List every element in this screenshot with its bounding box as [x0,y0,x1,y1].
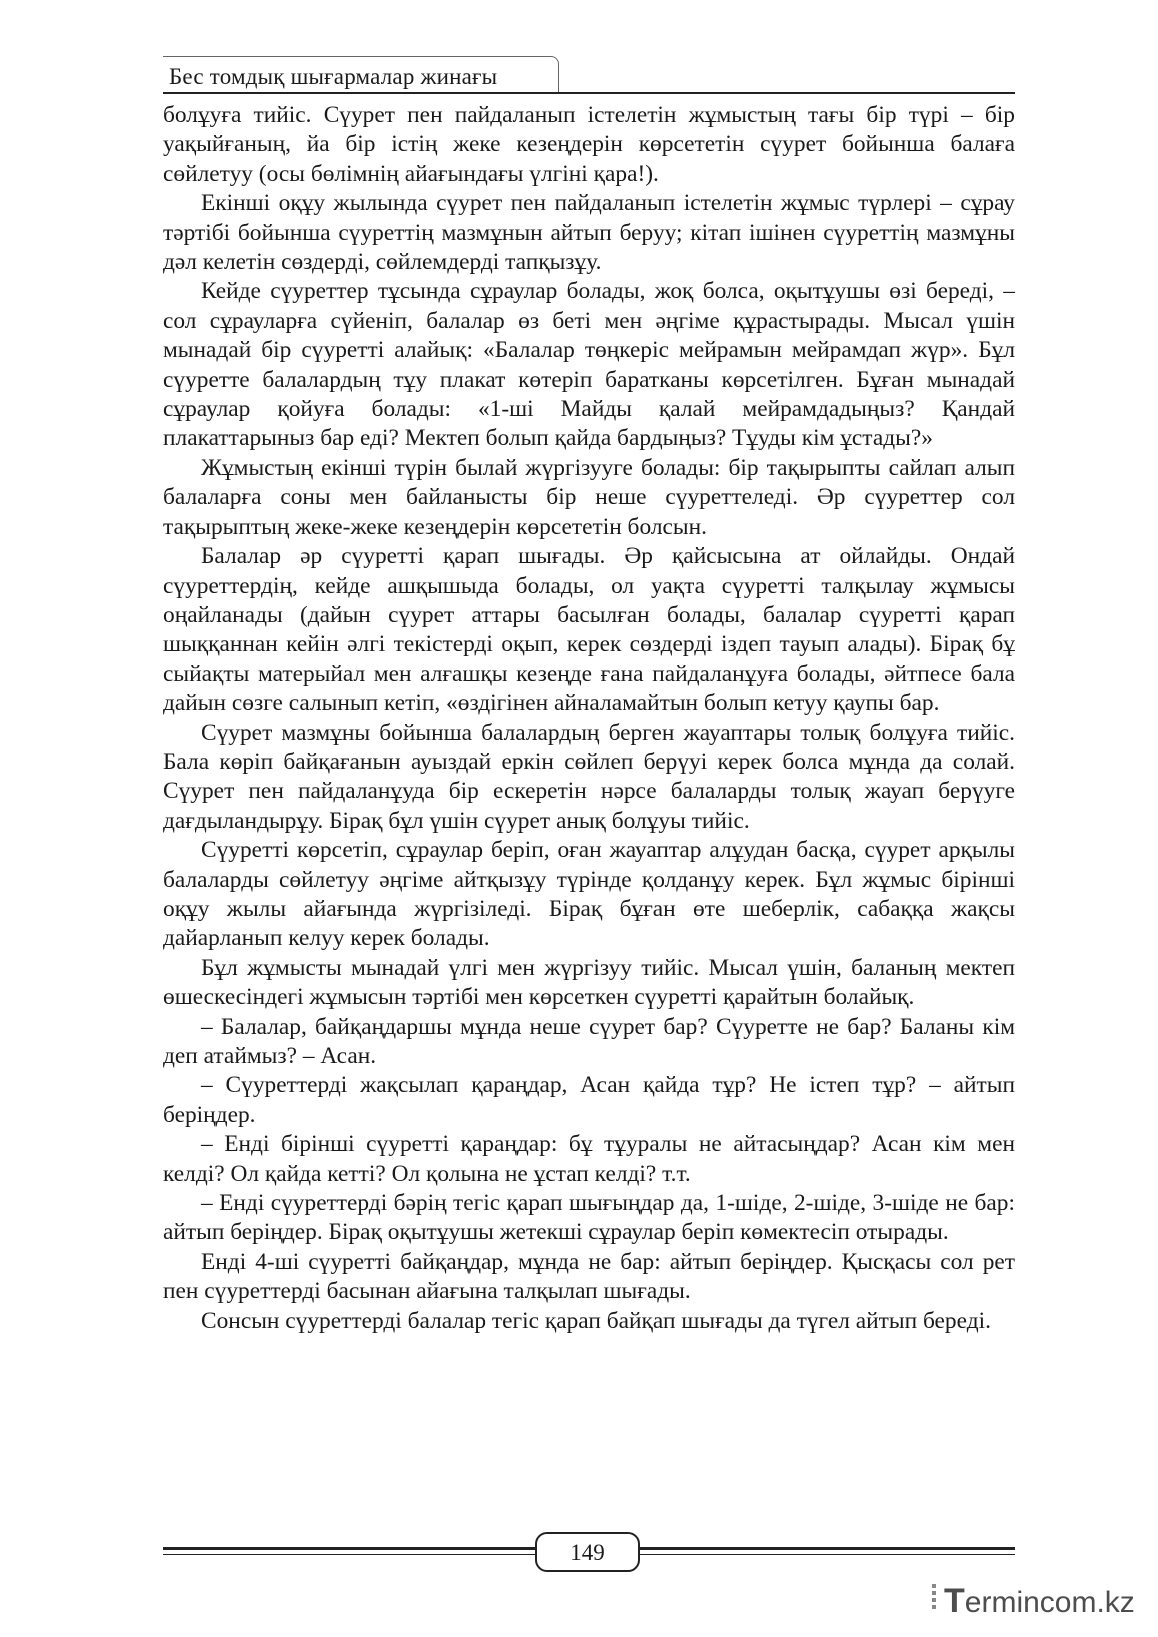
paragraph: Жұмыстың екінші түрін былай жүргізууге болады: бір тақырыпты сайлап алып балаларға соны мен байланысты бір неше сүуреттеледі. Әр сүуреттер сол тақырыптың жеке-жеке кезеңдерін көрсететін болсын. [163,454,1015,540]
footer-rule-left [163,1547,535,1555]
paragraph: Екінші оқұу жылында сүурет пен пайдаланып істелетін жұмыс түрлері – сұрау тәртібі бойынша сүуреттің мазмұнын айтып беруу; кітап ішінен сүуреттің мазмұны дәл келетін сөздерді, сөйлемдерді тапқызұу. [163,190,1015,276]
paragraph: Сонсын сүуреттерді балалар тегіс қарап байқап шығады да түгел айтып береді. [201,1307,991,1334]
footer-rule-right [640,1547,1015,1555]
dialogue-line: – Сүуреттерді жақсылап қараңдар, Асан қайда тұр? Не істеп тұр? – айтып беріңдер. [163,1072,1015,1128]
paragraph: Сүурет мазмұны бойынша балалардың берген жауаптары толық болұуға тийіс. Бала көріп байқағанын ауыздай еркін сөйлеп берүуі керек болса мұнда да солай. Сүурет пен пайдаланұуда бір ескеретін нәрсе балаларды толық жауап берүуге дағдыландырұу. Бірақ бұл үшін сүурет анық болұуы тийіс. [163,719,1015,834]
paragraph: болұуға тийіс. Сүурет пен пайдаланып істелетін жұмыстың тағы бір түрі – бір уақыйғаның, йа бір істің жеке кезеңдерін көрсететін сүурет бойынша балаға сөйлетуу (осы бөлімнің айағындағы үлгіні қара!). [163,102,1015,187]
dialogue-line: – Енді бірінші сүуретті қараңдар: бұ тұуралы не айтасыңдар? Асан кім мен келді? Ол қайда кетті? Ол қолына не ұстап келді? т.т. [163,1131,1015,1187]
page-footer [163,1532,1015,1572]
watermark-text: ermincom.kz [964,1586,1135,1619]
paragraph: Балалар әр сүуретті қарап шығады. Әр қайсысына ат ойлайды. Ондай сүуреттердің, кейде ашқышыда болады, ол уақта сүуретті талқылау жұмысы оңайланады (дайын сүурет аттары басылған болады, балалар сүуретті қарап шыққаннан кейін әлгі текістерді оқып, керек сөздерді іздеп тауып алады). Бірақ бұ сыйақты матерыйал мен алғашқы кезеңде ғана пайдаланұуға болады, әйтпесе бала дайын сөзге салынып кетіп, «өздігінен айналамайтын болып кетуу қаупы бар. [163,543,1015,717]
site-watermark [944,1580,1144,1622]
watermark-dots [932,1584,952,1618]
watermark-initial: T [944,1582,965,1620]
paragraph: Сүуретті көрсетіп, сұраулар беріп, оған жауаптар алұудан басқа, сүурет арқылы балаларды сөйлетуу әңгіме айтқызұу түрінде қолданұу керек. Бұл жұмыс бірінші оқұу жылы айағында жүргізіледі. Бірақ бұған өте шеберлік, сабаққа жақсы дайарланып келуу керек болады. [163,837,1015,952]
dialogue-line: – Балалар, байқаңдаршы мұнда неше сүурет бар? Сүуретте не бар? Баланы кім деп атаймыз? – Асан. [163,1013,1015,1069]
body-text [163,101,1015,1336]
paragraph: Кейде сүуреттер тұсында сұраулар болады, жоқ болса, оқытұушы өзі береді, – сол сұрауларға сүйеніп, балалар өз беті мен әңгіме құрастырады. Мысал үшін мынадай бір сүуретті алайық: «Балалар төңкеріс мейрамын мейрамдап жүр». Бұл сүуретте балалардың тұу плакат көтеріп баратканы көрсетілген. Бұған мынадай сұраулар қойуға болады: «1-ші Майды қалай мейрамдадыңыз? Қандай плакаттарыныз бар еді? Мектеп болып қайда бардыңыз? Тұуды кім ұстады?» [163,278,1015,452]
book-title: Бес томдық шығармалар жинағы [169,64,498,89]
page-number: 149 [570,1540,605,1565]
dialogue-line: – Енді сүуреттерді бәрің тегіс қарап шығыңдар да, 1-шіде, 2-шіде, 3-шіде не бар: айтып беріңдер. Бірақ оқытұушы жетекші сұраулар беріп көмектесіп отырады. [163,1190,1015,1246]
page-number-box [535,1532,640,1572]
paragraph: Бұл жұмысты мынадай үлгі мен жүргізуу тийіс. Мысал үшін, баланың мектеп өшескесіндегі жұмысын тәртібі мен көрсеткен сүуретті қарайтын болайық. [163,954,1015,1011]
header-rule [163,92,1015,94]
paragraph: Енді 4-ші сүуретті байқаңдар, мұнда не бар: айтып беріңдер. Қысқасы сол рет пен сүуреттерді басынан айағына талқылап шығады. [163,1248,1015,1305]
running-header [163,56,1015,96]
